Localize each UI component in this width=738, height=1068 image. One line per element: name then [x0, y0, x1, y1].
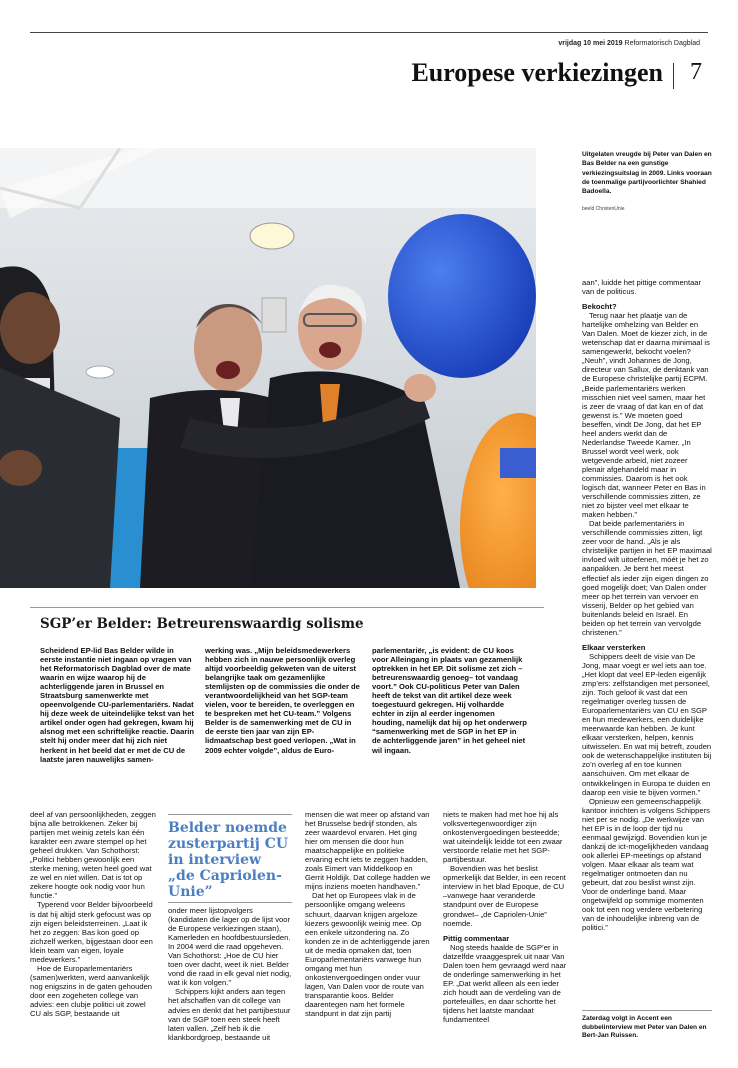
page-number: 7 — [690, 59, 702, 85]
lower-c4: niets te maken had met hoe hij als volksvertegenwoordiger zijn onkostenvergoedingen besteedde; wat uiteindelijk leidde tot een zwaar verstoorde relatie met het SGP-partijbestuur. — [443, 810, 563, 865]
right-column — [582, 278, 712, 932]
right-p1: Terug naar het plaatje van de hartelijke omhelzing van Belder en Van Dalen. Moet de kiezer zich, in de wetenschap dat er daarna minimaal is samengewerkt, bekocht voelen? „Neuh”, vindt Johannes de Jong, directeur van Sallux, de denktank van de Europese christelijke partij ECPM. „Beide parlementariërs werken misschien niet veel samen, maar het is zeer de vraag of dat kan en of dat gewenst is.” We moeten goed beseffen, vindt De Jong, dat het EP heel anders werkt dan de Nederlandse Tweede Kamer. „In Brussel wordt veel werk, ook wetgevende arbeid, niet zozeer plenair afgehandeld maar in commissies. Daarom is het ook logisch dat, wanneer Peter en Bas in verschillende commissies zitten, ze niet zo bijster veel met elkaar te maken hebben.” — [582, 311, 710, 520]
photo-credit: beeld ChristenUnie — [582, 206, 625, 212]
quote-rule-bottom — [168, 902, 292, 903]
photo-caption: Uitgelaten vreugde bij Peter van Dalen en Bas Belder na een gunstige verkiezingsuitslag in 2009. Links vooraan de toenmalige partijvoorlichter Shahied Badoella. — [582, 151, 712, 196]
lower-c4b: Bovendien was het beslist opmerkelijk dat Belder, in een recent interview in het blad Epoque, de CU –vanwege haar veranderde standpunt over de Europese grondwet– „de Capriolen-Unie” noemde. — [443, 864, 566, 928]
lower-c1b: Typerend voor Belder bijvoorbeeld is dat hij altijd sterk gefocust was op zijn eigen beleidsterreinen. „Laat ik het zo zeggen: Bas kon goed op zichzelf werken, bijgestaan door een klein team van eigen, loyale medewerkers.” — [30, 900, 153, 964]
right-p0: aan”, luidde het pittige commentaar van de politicus. — [582, 278, 702, 297]
right-p3: Schippers deelt de visie van De Jong, maar voegt er wel iets aan toe. „Het klopt dat veel EP-leden eigenlijk zmp’ers: zelfstandigen met personeel, zijn. Toch geloof ik vast dat een regelmatiger overleg tussen de Europarlementariërs van CU en SGP en hun medewerkers, een duidelijke meerwaarde kan hebben. Je kunt elkaar versterken, helpen, kennis uitwisselen. En wat mij betreft, zouden ook de wetenschappelijke instituten bij zo’n overleg af en toe kunnen aanschuiven. Om met elkaar de ontwikkelingen in Europa te duiden en daarop een visie te bijven vormen.” — [582, 651, 712, 797]
lower-c2b: Schippers kijkt anders aan tegen het afschaffen van dit college van advies en denkt dat het partijbestuur van de SGP toen een steek heeft laten vallen. „Zelf heb ik die klankbordgroep, bestaande uit — [168, 987, 291, 1042]
lower-c2: onder meer lijstopvolgers (kandidaten die lager op de lijst voor de Europese verkiezingen staan), Kamerleden en hoofdbestuursleden. In 2004 werd die raad opgeheven. Van Schothorst: „Hoe de CU hier toen over dacht, weet ik niet. Belder vond die raad in elk geval niet nodig, wat ik kon volgen.” — [168, 906, 292, 988]
pull-quote: Belder noemde zusterpartij CU in interview „de Capriolen-Unie” — [168, 820, 289, 900]
lower-col-2 — [168, 906, 294, 1042]
lower-c1: deel af van persoonlijkheden, zeggen bijna alle betrokkenen. Zeker bij partijen met weinig zetels kan één karakter een zware stempel op het geheel drukken. Van Schothorst: „Politici hebben gewoonlijk een sterke mening, weten heel goed wat ze wel en niet willen. Dat is tot op zekere hoogte ook nodig voor hun functie.” — [30, 810, 156, 901]
lower-c1c: Hoe de Europarlementariërs (samen)werkten, werd aanvankelijk nog enigszins in de gaten gehouden door een zogeheten college van advies: een clubje politici uit zowel CU als SGP, bestaande uit — [30, 963, 153, 1019]
section-divider — [673, 63, 674, 89]
bottom-caption: Zaterdag volgt in Accent een dubbelinterview met Peter van Dalen en Bert-Jan Ruissen. — [582, 1010, 712, 1041]
photo-illustration — [0, 148, 536, 588]
right-p4: Opnieuw een gemeenschappelijk kantoor inrichten is volgens Schippers niet per se nodig. „De werkwijze van het EP is in de loop der tijd nu eenmaal gewijzigd. Bovendien kun je dankzij de ict-mogelijkheden vandaag ook allerlei EP-meetings op afstand volgen. Maar elkaar als team wat regelmatiger ontmoeten dan nu gebeurt, dat zou beslist winst zijn. Voor de onderlinge band. Maar ongetwijfeld op sommige momenten ook tot een nog verdere verbetering van de inhoudelijke inbreng van de politici.” — [582, 796, 710, 933]
lower-c3b: Dat het op Europees vlak in de persoonlijke omgang weleens schuurt, daarvan krijgen argeloze kiezers gewoonlijk weinig mee. Op een enkele uitzondering na. Zo konden ze in de achterliggende jaren uit de media opmaken dat, toen Europarlementariërs vanwege hun omgang met hun onkostenvergoedingen onder vuur lagen, Van Dalen voor de route van transparantie koos. Belder daarentegen nam het formele standpunt in dat zijn partij — [305, 891, 430, 1019]
lower-col-3 — [305, 810, 431, 1018]
lower-col-1 — [30, 810, 156, 1018]
quote-rule-top — [168, 814, 292, 815]
subhead-pittig-commentaar: Pittig commentaar — [443, 933, 510, 943]
inset-col-3: parlementariër, „is evident: de CU koos voor Alleingang in plaats van gezamenlijk optrekken in het EP. Dit solisme zet zich –betreurenswaardig genoeg– tot vandaag voort.” Ook CU-politicus Peter van Dalen heeft de tekst van dit artikel deze week toegestuurd gekregen. Hij volhardde echter in zijn al eerder ingenomen houding, namelijk dat hij op het onderwerp “samenwerking met de SGP in het EP in de achterliggende jaren” in het geheel niet wil ingaan. — [372, 646, 527, 755]
right-p2: Dat beide parlementariërs in verschillende commissies zitten, ligt zeer voor de hand. „Als je als christelijke partijen in het EP maximaal invloed wilt uitoefenen, móét je het zo aanpakken. Je bent het meest effectief als ieder zijn eigen dingen zo goed mogelijk doet; Van Dalen onder meer op het terrein van vervoer en visserij, Belder op het gebied van buitenlands beleid en Israël. En beiden op het terrein van vervolgde christenen.” — [582, 519, 712, 637]
lower-col-4 — [443, 810, 569, 1024]
hero-photo — [0, 148, 536, 588]
top-rule — [30, 32, 708, 33]
inset-title: SGP’er Belder: Betreurenswaardig solisme — [40, 616, 364, 632]
dateline: vrijdag 10 mei 2019 Reformatorisch Dagblad — [558, 40, 700, 47]
section-title: Europese verkiezingen — [411, 58, 663, 87]
subhead-bekocht: Bekocht? — [582, 302, 617, 312]
lower-c4c: Nog steeds haalde de SGP’er in datzelfde vraaggesprek uit naar Van Dalen toen hem gevraagd werd naar de onderlinge samenwerking in het EP. „Dat werkt alleen als een ieder zich houdt aan de verdeling van de portefeuilles, en daar schortte het tijdens het laatste mandaat fundamenteel — [443, 942, 567, 1025]
inset-col-1: Scheidend EP-lid Bas Belder wilde in eerste instantie niet ingaan op vragen van het Reformatorisch Dagblad over de mate waarin en wijze waarop hij de achterliggende jaren in Brussel en Straatsburg samenwerkte met opeenvolgende CU-parlementariërs. Nadat hij deze week de uiteindelijke tekst van het artikel onder ogen had gekregen, kwam hij alsnog met een schriftelijke reactie. Daarin stelt hij onder meer dat hij zich niet herkent in het beeld dat er met de CU de laatste jaren nauwelijks samen- — [40, 646, 195, 764]
inset-col-2: werking was. „Mijn beleidsmedewerkers hebben zich in nauwe persoonlijk overleg altijd voorbeeldig gekweten van de uiterst belangrijke taak om gezamenlijke stemlijsten op de commissies die onder de verantwoordelijkheid van het SGP-team vielen, voor te bereiden, te overleggen en te bespreken met het CU-team.” Volgens Belder is de samenwerking met de CU in de eerste tien jaar van zijn EP-lidmaatschap best goed verlopen. „Wat in 2009 echter volgde”, aldus de Euro- — [205, 646, 360, 755]
subhead-elkaar-versterken: Elkaar versterken — [582, 642, 646, 652]
lower-c3: mensen die wat meer op afstand van het Brusselse bedrijf stonden, als zeer waardevol ervaren. Het ging hier om mensen die door hun maatschappelijke en politieke ervaring echt iets te zeggen hadden, zoals Eimert van Middelkoop en Gerrit Holdijk. Dat college hadden we mijns inziens moeten handhaven.” — [305, 810, 431, 892]
